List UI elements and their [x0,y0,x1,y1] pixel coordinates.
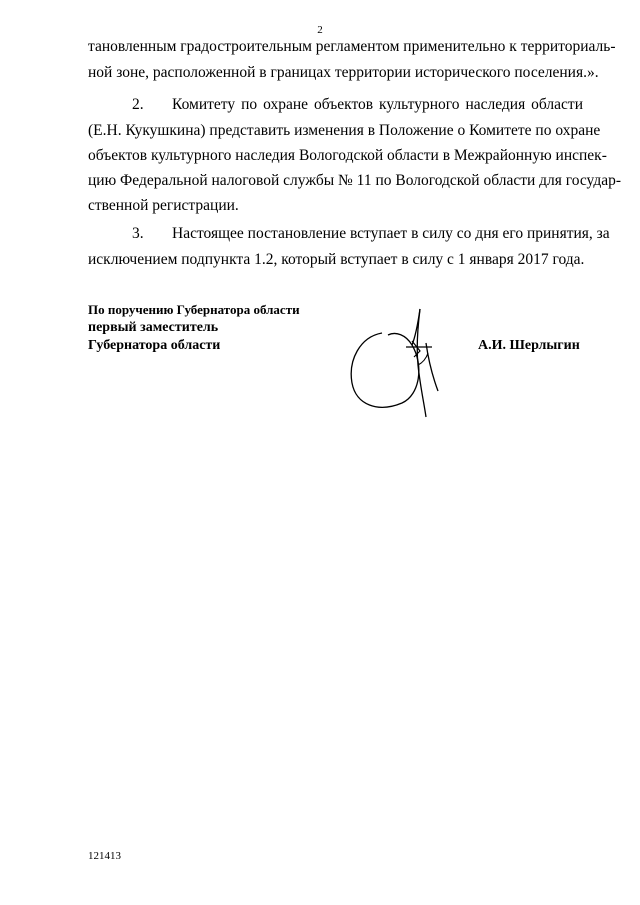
item-number: 3. [132,225,144,242]
paragraph-line: объектов культурного наследия Вологодской области в Межрайонную инспек- [88,147,607,164]
page-number: 2 [317,24,323,36]
paragraph-line: ной зоне, расположенной в границах территории исторического поселения.». [88,64,599,81]
signer-name: А.И. Шерлыгин [478,338,580,353]
handwritten-signature [340,305,460,425]
signature-position: первый заместитель [88,320,219,335]
paragraph-line: цию Федеральной налоговой службы № 11 по Вологодской области для государ- [88,172,622,189]
paragraph-line: тановленным градостроительным регламентом применительно к территориаль- [88,38,616,55]
paragraph-line: (Е.Н. Кукушкина) представить изменения в Положение о Комитете по охране [88,122,601,139]
document-code: 121413 [88,850,121,862]
paragraph-line: ственной регистрации. [88,197,239,214]
item-number: 2. [132,96,144,113]
paragraph-line: Комитету по охране объектов культурного наследия области [172,96,583,113]
signature-authority: По поручению Губернатора области [88,302,300,317]
paragraph-line: исключением подпункта 1.2, который вступает в силу с 1 января 2017 года. [88,251,585,268]
signature-position: Губернатора области [88,338,221,353]
paragraph-line: Настоящее постановление вступает в силу со дня его принятия, за [172,225,610,242]
